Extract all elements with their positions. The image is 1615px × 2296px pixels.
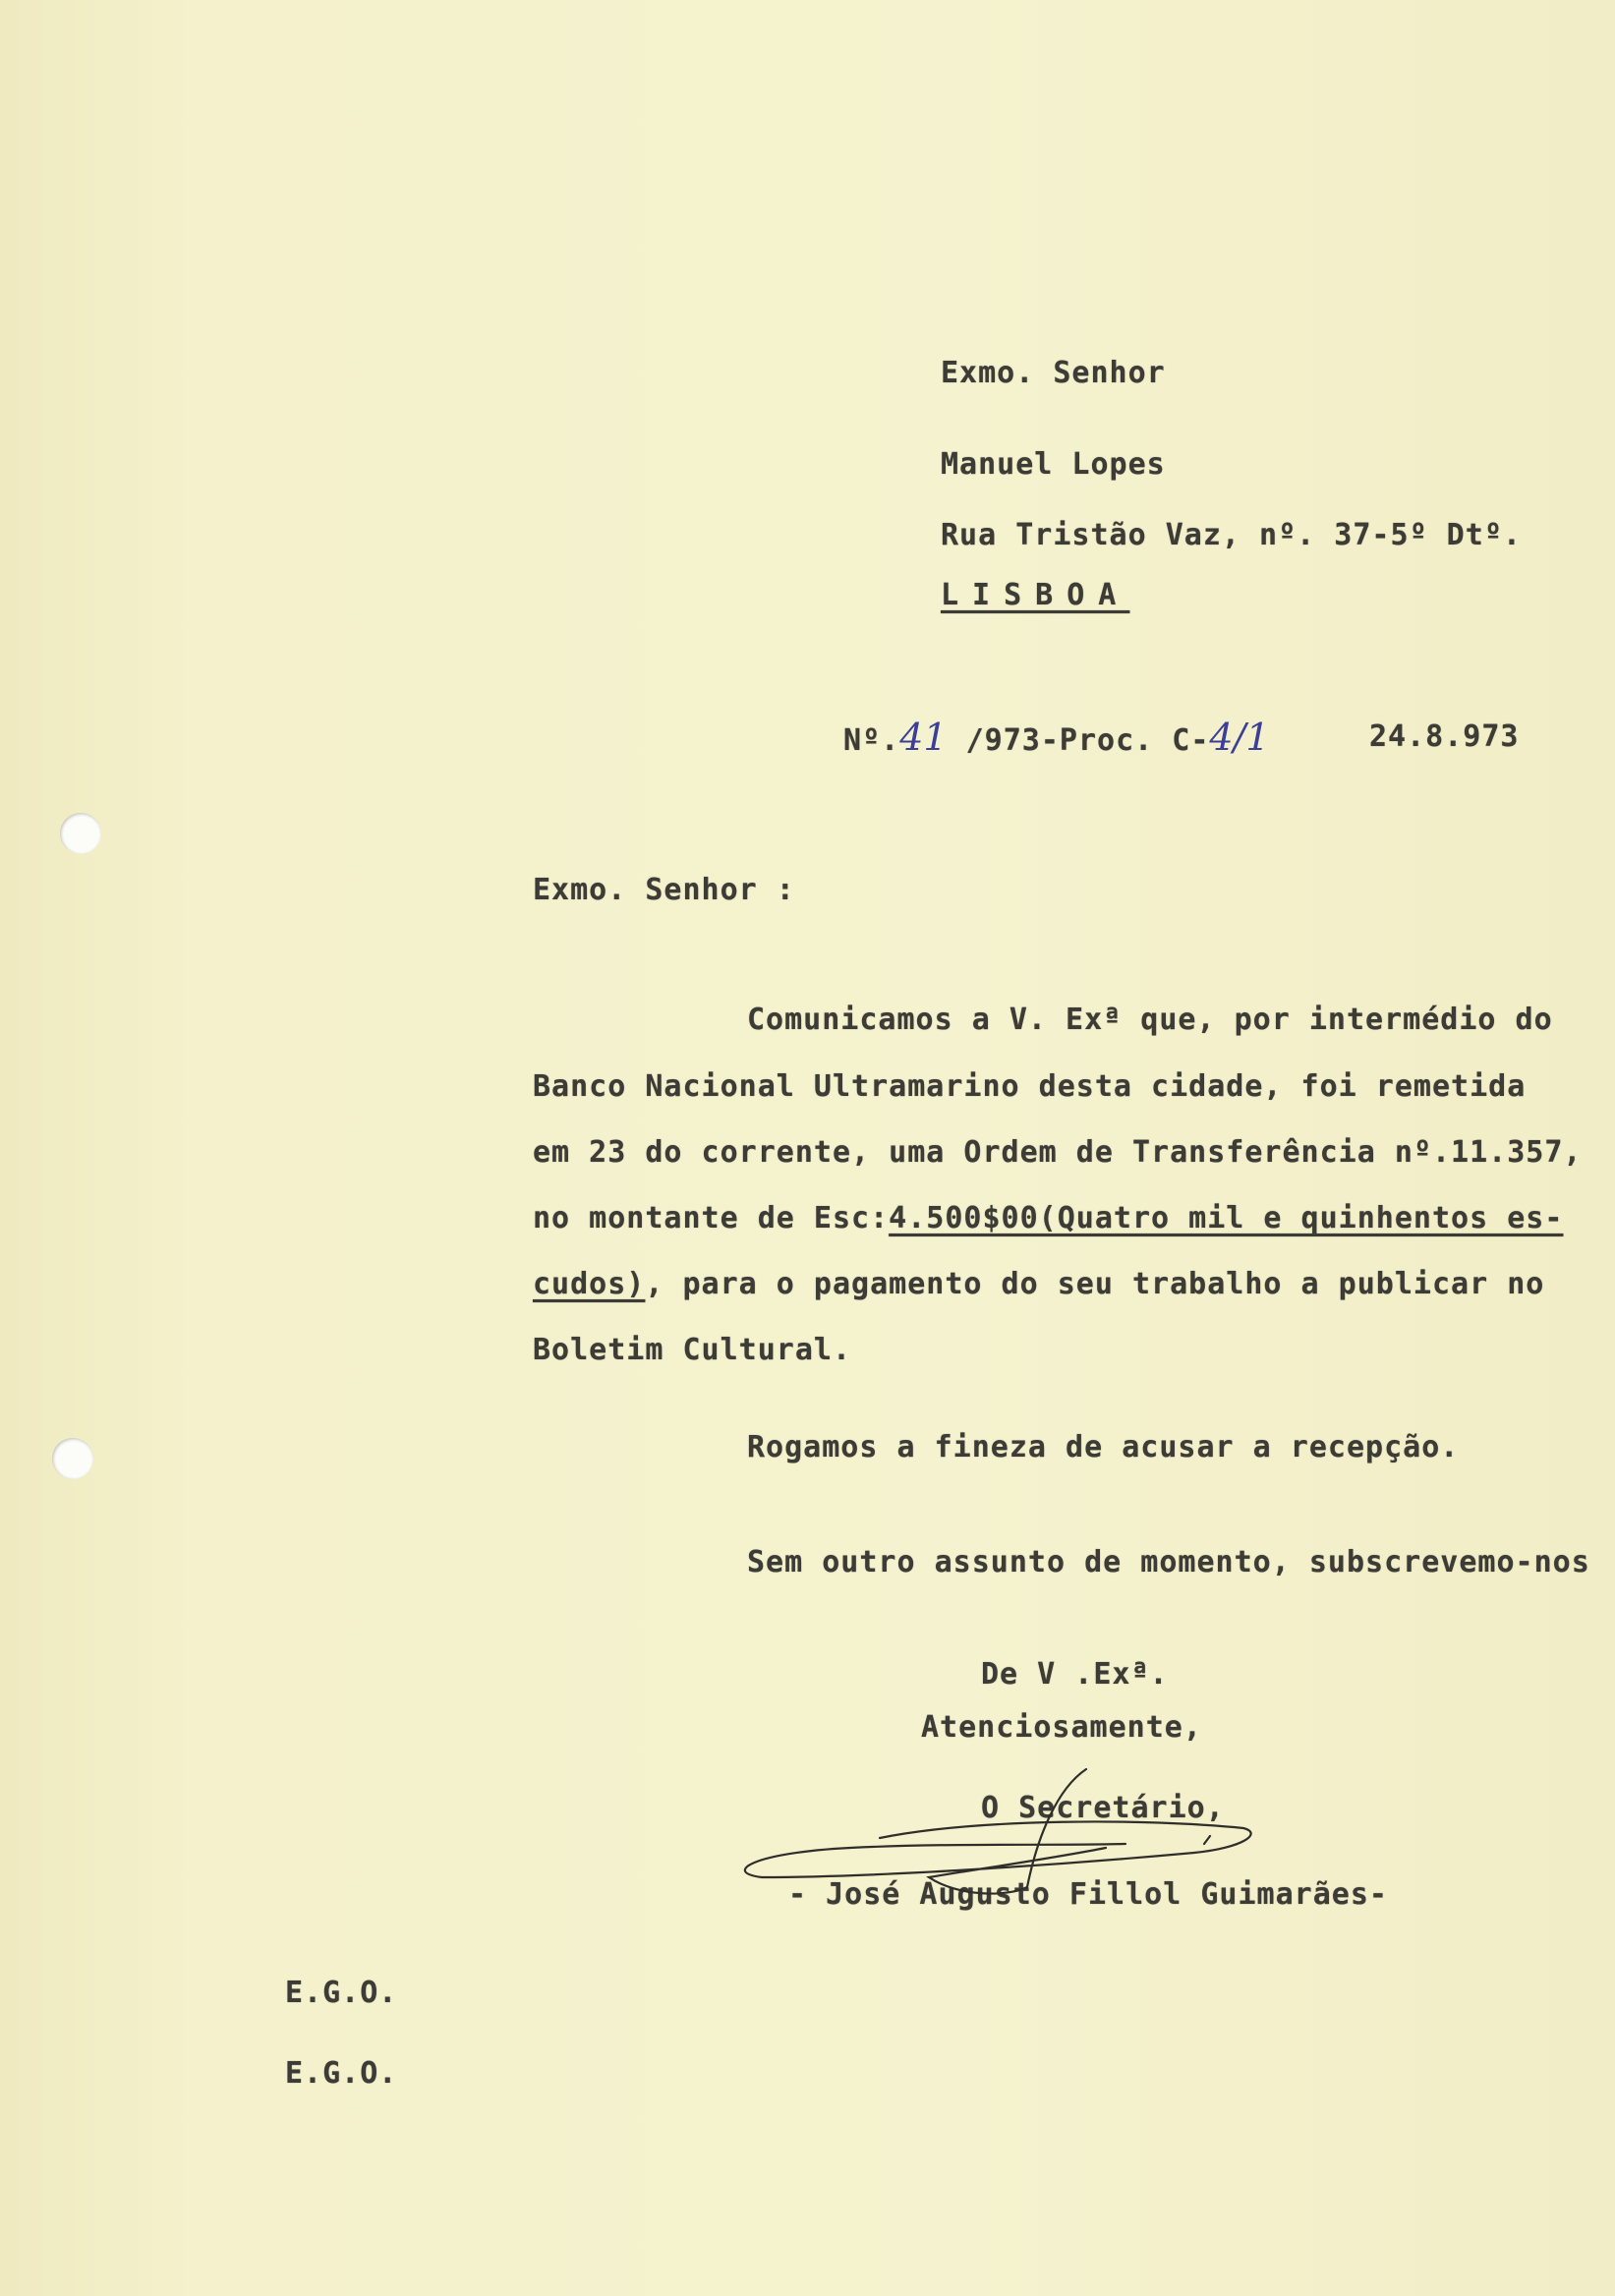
closing-line-1: De V .Exª. bbox=[981, 1657, 1169, 1692]
footer-ref-1: E.G.O. bbox=[285, 1976, 398, 2010]
body-line-5 bbox=[533, 1267, 1544, 1301]
body-line-6: Boletim Cultural. bbox=[533, 1333, 852, 1367]
reference-line bbox=[843, 716, 1270, 759]
greeting: Exmo. Senhor : bbox=[533, 873, 795, 907]
punch-hole-bottom bbox=[52, 1438, 93, 1479]
closing-line-2: Atenciosamente, bbox=[921, 1710, 1202, 1745]
signatory-name: - José Augusto Fillol Guimarães- bbox=[788, 1877, 1388, 1912]
footer-ref-2: E.G.O. bbox=[285, 2056, 398, 2091]
reference-prefix: Nº. bbox=[843, 723, 900, 758]
recipient-salutation: Exmo. Senhor bbox=[941, 356, 1166, 390]
reference-number-handwritten: 41 bbox=[899, 716, 948, 759]
reference-proc-handwritten: 4/1 bbox=[1209, 716, 1270, 759]
reference-process: /973-Proc. C- bbox=[965, 723, 1210, 758]
letter-date: 24.8.973 bbox=[1369, 719, 1520, 754]
recipient-name: Manuel Lopes bbox=[941, 447, 1166, 482]
body-paragraph-2: Rogamos a fineza de acusar a recepção. bbox=[747, 1430, 1460, 1464]
recipient-address: Rua Tristão Vaz, nº. 37-5º Dtº. bbox=[941, 518, 1522, 552]
handwritten-signature bbox=[732, 1750, 1283, 1917]
body-line-3: em 23 do corrente, uma Ordem de Transferência nº.11.357, bbox=[533, 1135, 1583, 1170]
signatory-role: O Secretário, bbox=[981, 1791, 1225, 1825]
body-line-1: Comunicamos a V. Exª que, por intermédio do bbox=[747, 1003, 1553, 1037]
recipient-city: LISBOA bbox=[941, 578, 1130, 612]
amount-value: 4.500$00(Quatro mil e quinhentos es- bbox=[889, 1201, 1564, 1235]
body-paragraph-3: Sem outro assunto de momento, subscrevemo-nos bbox=[747, 1545, 1590, 1579]
amount-value-continued: cudos) bbox=[533, 1267, 646, 1301]
body-line-2: Banco Nacional Ultramarino desta cidade, foi remetida bbox=[533, 1069, 1527, 1104]
punch-hole-top bbox=[60, 813, 101, 854]
body-line-4 bbox=[533, 1201, 1563, 1235]
body-line-5-text: , para o pagamento do seu trabalho a publicar no bbox=[645, 1267, 1545, 1301]
amount-label: no montante de Esc: bbox=[533, 1201, 890, 1235]
